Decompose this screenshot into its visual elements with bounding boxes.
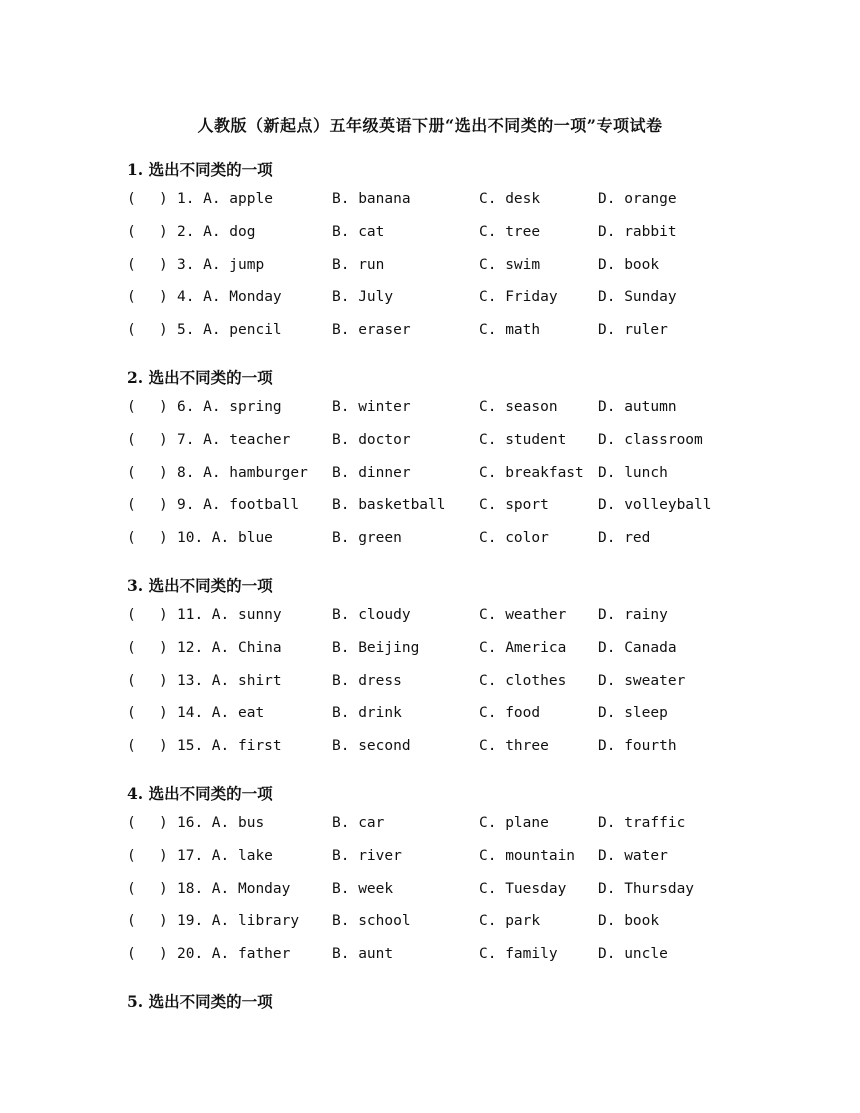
question-row	[0, 673, 860, 697]
question-number: 19.	[177, 913, 204, 930]
answer-bracket-left: (	[127, 705, 136, 722]
question-row	[0, 881, 860, 905]
answer-bracket-right: )	[159, 738, 168, 755]
option-d: D. book	[598, 256, 660, 273]
answer-bracket-left: (	[127, 464, 136, 481]
question-row	[0, 607, 860, 631]
option-d: D. rabbit	[598, 223, 677, 240]
section-heading: 4. 选出不同类的一项	[127, 784, 273, 803]
question-row	[0, 815, 860, 839]
option-a: A. library	[211, 913, 300, 930]
question-number: 10.	[177, 530, 204, 547]
option-d: D. ruler	[598, 322, 668, 339]
answer-bracket-right: )	[159, 464, 168, 481]
question-number: 9.	[177, 497, 195, 514]
option-a: A. dog	[203, 223, 256, 240]
question-number: 15.	[177, 738, 204, 755]
option-c: C. family	[479, 946, 558, 963]
section-heading: 5. 选出不同类的一项	[127, 992, 273, 1011]
option-b: B. river	[332, 847, 402, 864]
option-d: D. red	[598, 530, 651, 547]
answer-bracket-right: )	[159, 431, 168, 448]
answer-bracket-right: )	[159, 322, 168, 339]
option-a: A. spring	[203, 399, 282, 415]
answer-bracket-right: )	[159, 223, 168, 240]
question-row	[0, 465, 860, 489]
option-b: B. aunt	[332, 946, 394, 963]
option-d: D. lunch	[598, 464, 668, 481]
option-b: B. doctor	[332, 431, 411, 448]
option-c: C. Tuesday	[479, 880, 567, 897]
option-d: D. water	[598, 847, 668, 864]
option-d: D. Thursday	[598, 880, 695, 897]
option-d: D. uncle	[598, 946, 668, 963]
option-b: B. July	[332, 289, 394, 306]
option-d: D. autumn	[598, 399, 677, 415]
option-b: B. cat	[332, 223, 385, 240]
option-a: A. first	[211, 738, 282, 755]
question-number: 20.	[177, 946, 204, 963]
question-number: 12.	[177, 639, 204, 656]
answer-bracket-left: (	[127, 880, 136, 897]
option-b: B. drink	[332, 705, 402, 722]
option-a: A. apple	[203, 191, 273, 207]
option-c: C. food	[479, 705, 541, 722]
answer-bracket-left: (	[127, 607, 136, 623]
answer-bracket-left: (	[127, 530, 136, 547]
option-b: B. basketball	[332, 497, 446, 514]
question-row	[0, 191, 860, 215]
option-b: B. school	[332, 913, 411, 930]
option-c: C. mountain	[479, 847, 576, 864]
option-c: C. season	[479, 399, 558, 415]
answer-bracket-right: )	[159, 913, 168, 930]
answer-bracket-left: (	[127, 256, 136, 273]
question-number: 11.	[177, 607, 204, 623]
option-c: C. park	[479, 913, 541, 930]
answer-bracket-right: )	[159, 880, 168, 897]
section-heading: 3. 选出不同类的一项	[127, 576, 273, 595]
option-d: D. sleep	[598, 705, 668, 722]
section-heading: 1. 选出不同类的一项	[127, 160, 273, 179]
page-title: 人教版（新起点）五年级英语下册“选出不同类的一项”专项试卷	[197, 116, 663, 135]
option-a: A. teacher	[203, 431, 291, 448]
option-c: C. tree	[479, 223, 541, 240]
question-number: 13.	[177, 672, 204, 689]
option-b: B. Beijing	[332, 639, 420, 656]
option-c: C. student	[479, 431, 567, 448]
option-b: B. winter	[332, 399, 411, 415]
question-number: 1.	[177, 191, 195, 207]
option-a: A. football	[203, 497, 300, 514]
answer-bracket-left: (	[127, 322, 136, 339]
answer-bracket-right: )	[159, 256, 168, 273]
option-d: D. classroom	[598, 431, 703, 448]
question-row	[0, 705, 860, 729]
option-b: B. dress	[332, 672, 402, 689]
answer-bracket-right: )	[159, 530, 168, 547]
answer-bracket-left: (	[127, 847, 136, 864]
option-a: A. jump	[203, 256, 265, 273]
option-b: B. dinner	[332, 464, 411, 481]
answer-bracket-right: )	[159, 946, 168, 963]
answer-bracket-right: )	[159, 289, 168, 306]
option-d: D. traffic	[598, 815, 686, 831]
question-number: 17.	[177, 847, 204, 864]
option-b: B. eraser	[332, 322, 411, 339]
option-b: B. second	[332, 738, 411, 755]
option-b: B. banana	[332, 191, 411, 207]
option-b: B. green	[332, 530, 402, 547]
answer-bracket-left: (	[127, 639, 136, 656]
option-c: C. weather	[479, 607, 567, 623]
answer-bracket-right: )	[159, 847, 168, 864]
answer-bracket-left: (	[127, 672, 136, 689]
option-d: D. book	[598, 913, 660, 930]
answer-bracket-left: (	[127, 497, 136, 514]
answer-bracket-right: )	[159, 705, 168, 722]
answer-bracket-left: (	[127, 289, 136, 306]
question-row	[0, 289, 860, 313]
question-row	[0, 640, 860, 664]
answer-bracket-left: (	[127, 913, 136, 930]
answer-bracket-left: (	[127, 191, 136, 207]
answer-bracket-right: )	[159, 607, 168, 623]
question-row	[0, 257, 860, 281]
question-number: 4.	[177, 289, 195, 306]
option-a: A. father	[211, 946, 291, 963]
option-d: D. orange	[598, 191, 677, 207]
option-a: A. China	[211, 639, 282, 656]
question-number: 16.	[177, 815, 204, 831]
option-a: A. sunny	[211, 607, 282, 623]
option-a: A. shirt	[211, 672, 282, 689]
answer-bracket-right: )	[159, 497, 168, 514]
question-row	[0, 497, 860, 521]
question-row	[0, 848, 860, 872]
option-d: D. volleyball	[598, 497, 712, 514]
question-row	[0, 224, 860, 248]
question-row	[0, 322, 860, 346]
option-a: A. eat	[211, 705, 265, 722]
option-d: D. rainy	[598, 607, 668, 623]
option-c: C. Friday	[479, 289, 558, 306]
answer-bracket-left: (	[127, 738, 136, 755]
answer-bracket-left: (	[127, 946, 136, 963]
answer-bracket-right: )	[159, 672, 168, 689]
option-a: A. bus	[211, 815, 265, 831]
option-a: A. lake	[211, 847, 273, 864]
option-c: C. sport	[479, 497, 549, 514]
option-c: C. clothes	[479, 672, 567, 689]
option-c: C. breakfast	[479, 464, 584, 481]
answer-bracket-right: )	[159, 191, 168, 207]
option-c: C. swim	[479, 256, 541, 273]
answer-bracket-right: )	[159, 639, 168, 656]
option-b: B. cloudy	[332, 607, 411, 623]
option-d: D. sweater	[598, 672, 686, 689]
question-number: 3.	[177, 256, 195, 273]
option-a: A. Monday	[203, 289, 282, 306]
option-b: B. week	[332, 880, 394, 897]
question-row	[0, 913, 860, 937]
option-d: D. Canada	[598, 639, 677, 656]
question-number: 7.	[177, 431, 195, 448]
option-a: A. pencil	[203, 322, 282, 339]
question-row	[0, 946, 860, 970]
answer-bracket-left: (	[127, 431, 136, 448]
option-a: A. blue	[211, 530, 273, 547]
option-b: B. run	[332, 256, 385, 273]
question-number: 8.	[177, 464, 195, 481]
option-d: D. fourth	[598, 738, 677, 755]
question-number: 14.	[177, 705, 204, 722]
option-c: C. America	[479, 639, 567, 656]
option-d: D. Sunday	[598, 289, 677, 306]
section-heading: 2. 选出不同类的一项	[127, 368, 273, 387]
option-c: C. math	[479, 322, 541, 339]
option-b: B. car	[332, 815, 385, 831]
option-a: A. hamburger	[203, 464, 308, 481]
question-row	[0, 530, 860, 554]
question-number: 2.	[177, 223, 195, 240]
answer-bracket-right: )	[159, 399, 168, 415]
answer-bracket-right: )	[159, 815, 168, 831]
question-number: 6.	[177, 399, 195, 415]
option-a: A. Monday	[211, 880, 291, 897]
answer-bracket-left: (	[127, 815, 136, 831]
question-row	[0, 399, 860, 423]
option-c: C. color	[479, 530, 549, 547]
answer-bracket-left: (	[127, 223, 136, 240]
question-number: 5.	[177, 322, 195, 339]
question-number: 18.	[177, 880, 204, 897]
option-c: C. plane	[479, 815, 549, 831]
question-row	[0, 432, 860, 456]
option-c: C. desk	[479, 191, 541, 207]
answer-bracket-left: (	[127, 399, 136, 415]
question-row	[0, 738, 860, 762]
option-c: C. three	[479, 738, 549, 755]
